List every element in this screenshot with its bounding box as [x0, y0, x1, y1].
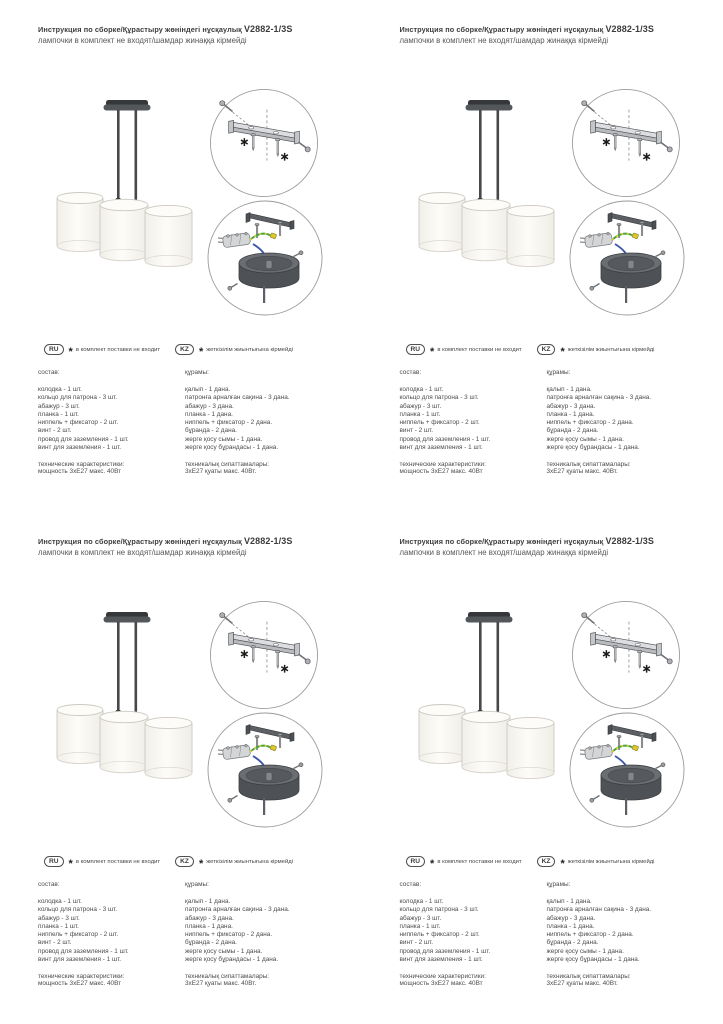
canopy-diagram-drawing [568, 711, 686, 829]
asterisk-marker: * [198, 858, 204, 870]
part-item: ниппель + фиксатор - 2 дана. [546, 931, 634, 939]
ru-not-included-note: в комплект поставки не входит [75, 346, 161, 353]
part-item: колодка - 1 шт. [38, 386, 82, 393]
suspension-rod [117, 110, 120, 206]
part-item: патронға арналған сақина - 3 дана. [185, 906, 290, 914]
parts-list-kz [185, 369, 357, 477]
parts-heading-kz: құрамы: [546, 369, 571, 376]
part-item: ниппель + фиксатор - 2 дана. [185, 419, 273, 427]
parts-heading-kz: құрамы: [185, 369, 209, 376]
ru-language-badge: RU [44, 344, 64, 355]
part-item: абажур - 3 дана. [185, 914, 234, 922]
parts-items-ru [400, 898, 542, 964]
part-item: абажур - 3 шт. [399, 402, 442, 410]
ru-language-badge: RU [406, 344, 426, 355]
asterisk-marker: * [68, 858, 73, 870]
suspension-rod [625, 286, 627, 303]
tech-value-ru: мощность 3xE27 макс. 40Вт [38, 980, 122, 988]
part-item: кольцо для патрона - 3 шт. [38, 394, 118, 402]
instruction-page [362, 512, 723, 1024]
part-item: патронға арналған сақина - 3 дана. [185, 394, 290, 402]
part-item: винт для заземления - 1 шт. [399, 444, 483, 452]
parts-items-kz [185, 898, 357, 964]
lamp-shade [419, 705, 465, 764]
canopy-wiring-diagram [568, 711, 686, 829]
kz-not-included-note: жеткізілім жиынтығына кірмейді [567, 858, 655, 865]
parts-items-ru [38, 386, 180, 452]
tech-value-kz: 3xE27 қуаты макс. 40Вт. [185, 980, 257, 988]
part-item: планка - 1 дана. [546, 410, 595, 418]
part-item: провод для заземления - 1 шт. [38, 947, 129, 955]
part-item: ниппель + фиксатор - 2 шт. [38, 419, 119, 427]
tech-value-kz: 3xE27 қуаты макс. 40Вт. [546, 980, 618, 988]
tech-value-ru: мощность 3xE27 макс. 40Вт [399, 980, 483, 988]
part-item: патронға арналған сақина - 3 дана. [546, 906, 652, 914]
part-item: провод для заземления - 1 шт. [38, 435, 129, 443]
parts-items-kz [547, 386, 719, 452]
suspension-rod [135, 622, 138, 721]
parts-list-kz [185, 881, 357, 989]
canopy-diagram-drawing [206, 199, 324, 317]
part-item: ниппель + фиксатор - 2 шт. [399, 419, 480, 427]
lamp-shade [57, 193, 103, 252]
part-item: патронға арналған сақина - 3 дана. [546, 394, 652, 402]
part-item: ниппель + фиксатор - 2 шт. [399, 931, 480, 939]
part-item: жерге қосу бұрандасы - 1 дана. [546, 444, 640, 452]
lamp-drawing [18, 86, 203, 321]
legend-row [406, 344, 711, 358]
part-item: планка - 1 шт. [399, 922, 441, 930]
part-item: провод для заземления - 1 шт. [399, 947, 491, 955]
bracket-diagram-drawing [209, 88, 319, 198]
lamp-shade [419, 193, 465, 252]
part-item: жерге қосу сымы - 1 дана. [546, 435, 624, 443]
parts-items-kz [547, 898, 719, 964]
parts-heading-ru: состав: [38, 369, 60, 376]
tech-heading-ru: технические характеристики: [399, 973, 486, 981]
asterisk-marker: * [430, 858, 435, 870]
lamp-shade [507, 205, 554, 266]
bracket-diagram-drawing [571, 600, 681, 710]
part-item: жерге қосу бұрандасы - 1 дана. [185, 444, 279, 452]
instruction-page [0, 0, 362, 512]
page-header [400, 536, 715, 557]
ru-not-included-note: в комплект поставки не входит [437, 346, 522, 353]
pendant-lamp-illustration [18, 86, 203, 321]
part-item: қалып - 1 дана. [546, 898, 592, 905]
canopy-wiring-diagram [206, 199, 324, 317]
page-title [400, 24, 715, 34]
part-item: бұранда - 2 дана. [546, 939, 599, 947]
part-item: колодка - 1 шт. [399, 386, 444, 393]
part-item: абажур - 3 шт. [38, 402, 80, 410]
ceiling-canopy [601, 765, 661, 800]
part-item: винт - 2 шт. [399, 939, 434, 947]
title-text: Инструкция по сборке/Құрастыру жөніндегі нұсқаулық [399, 537, 604, 546]
bracket-diagram-drawing [209, 600, 319, 710]
part-item: кольцо для патрона - 3 шт. [399, 394, 479, 402]
parts-list-kz [547, 881, 719, 989]
suspension-rod [625, 798, 627, 815]
lamp-shade [507, 717, 554, 778]
part-item: колодка - 1 шт. [38, 898, 82, 905]
tech-value-kz: 3xE27 қуаты макс. 40Вт. [185, 468, 257, 476]
tech-heading-kz: техникалық сипаттамалары: [185, 973, 270, 981]
ru-language-badge: RU [406, 856, 426, 867]
subtitle: лампочки в комплект не входят/шамдар жинаққа кірмейді [399, 36, 609, 45]
ceiling-mount-bar [104, 100, 151, 111]
tech-value-ru: мощность 3xE27 макс. 40Вт [399, 468, 483, 476]
tech-heading-ru: технические характеристики: [38, 461, 125, 469]
part-item: планка - 1 шт. [38, 922, 79, 930]
lamp-shade [145, 717, 192, 778]
kz-language-badge: KZ [175, 344, 194, 355]
tech-value-kz: 3xE27 қуаты макс. 40Вт. [546, 468, 618, 476]
title-text: Инструкция по сборке/Құрастыру жөніндегі нұсқаулық [399, 25, 604, 34]
part-item: винт для заземления - 1 шт. [399, 956, 483, 964]
lamp-shade [462, 711, 510, 772]
part-item: абажур - 3 шт. [399, 914, 442, 922]
instruction-page [362, 0, 723, 512]
kz-language-badge: KZ [537, 344, 556, 355]
part-item: провод для заземления - 1 шт. [399, 435, 491, 443]
bracket-mounting-diagram [571, 600, 681, 710]
parts-list-ru [38, 881, 180, 989]
bracket-mounting-diagram [571, 88, 681, 198]
part-item: винт для заземления - 1 шт. [38, 444, 122, 452]
part-item: жерге қосу бұрандасы - 1 дана. [546, 956, 640, 964]
kz-not-included-note: жеткізілім жиынтығына кірмейді [206, 858, 293, 865]
parts-list-ru [38, 369, 180, 477]
canopy-wiring-diagram [568, 199, 686, 317]
part-item: жерге қосу сымы - 1 дана. [546, 947, 624, 955]
tech-heading-ru: технические характеристики: [399, 461, 486, 469]
parts-list-kz [547, 369, 719, 477]
product-code: V2882-1/3S [243, 24, 293, 34]
ceiling-mount-bar [465, 612, 512, 623]
ceiling-mount-bar [104, 612, 151, 623]
page-header [38, 24, 353, 45]
lamp-drawing [18, 598, 203, 833]
kz-language-badge: KZ [175, 856, 194, 867]
legend-row [44, 344, 349, 358]
pendant-lamp-illustration [18, 598, 203, 833]
asterisk-marker: * [198, 346, 204, 358]
page-title [38, 536, 353, 546]
suspension-rod [479, 622, 482, 718]
parts-heading-ru: состав: [399, 881, 422, 888]
subtitle: лампочки в комплект не входят/шамдар жинаққа кірмейді [38, 36, 247, 45]
part-item: ниппель + фиксатор - 2 шт. [38, 931, 119, 939]
asterisk-marker: * [560, 346, 565, 358]
part-item: кольцо для патрона - 3 шт. [38, 906, 118, 914]
part-item: қалып - 1 дана. [546, 386, 592, 393]
part-item: кольцо для патрона - 3 шт. [399, 906, 479, 914]
product-code: V2882-1/3S [243, 536, 293, 546]
tech-heading-kz: техникалық сипаттамалары: [185, 461, 270, 469]
kz-not-included-note: жеткізілім жиынтығына кірмейді [206, 346, 293, 353]
suspension-rod [135, 110, 138, 209]
part-item: планка - 1 шт. [38, 410, 79, 418]
part-item: бұранда - 2 дана. [185, 427, 237, 435]
suspension-rod [496, 622, 499, 721]
page-title [400, 536, 715, 546]
title-text: Инструкция по сборке/Құрастыру жөніндегі нұсқаулық [38, 25, 242, 34]
asterisk-marker: * [68, 346, 73, 358]
asterisk-marker: * [430, 346, 435, 358]
canopy-diagram-drawing [568, 199, 686, 317]
ru-language-badge: RU [44, 856, 64, 867]
bracket-diagram-drawing [571, 88, 681, 198]
lamp-drawing [380, 86, 565, 321]
part-item: қалып - 1 дана. [185, 898, 231, 905]
suspension-rod [263, 286, 265, 303]
lamp-shade [145, 205, 192, 266]
suspension-rod [263, 798, 265, 815]
lamp-drawing [380, 598, 565, 833]
tech-value-ru: мощность 3xE27 макс. 40Вт [38, 468, 122, 476]
legend-row [44, 856, 349, 870]
part-item: жерге қосу бұрандасы - 1 дана. [185, 956, 279, 964]
parts-list-ru [400, 881, 542, 989]
kz-not-included-note: жеткізілім жиынтығына кірмейді [567, 346, 655, 353]
part-item: планка - 1 дана. [185, 922, 233, 930]
canopy-diagram-drawing [206, 711, 324, 829]
product-code: V2882-1/3S [605, 24, 654, 34]
parts-heading-kz: құрамы: [185, 881, 209, 888]
part-item: планка - 1 шт. [399, 410, 441, 418]
bracket-mounting-diagram [209, 88, 319, 198]
part-item: абажур - 3 шт. [38, 914, 80, 922]
part-item: абажур - 3 дана. [546, 402, 596, 410]
tech-heading-kz: техникалық сипаттамалары: [546, 461, 631, 469]
lamp-shade [100, 711, 148, 772]
part-item: бұранда - 2 дана. [546, 427, 599, 435]
parts-items-ru [38, 898, 180, 964]
part-item: винт - 2 шт. [399, 427, 434, 435]
page-header [400, 24, 715, 45]
ru-not-included-note: в комплект поставки не входит [437, 858, 522, 865]
legend-row [406, 856, 711, 870]
ceiling-mount-bar [465, 100, 512, 111]
part-item: абажур - 3 дана. [185, 402, 234, 410]
part-item: винт для заземления - 1 шт. [38, 956, 122, 964]
parts-heading-ru: состав: [38, 881, 60, 888]
parts-list-ru [400, 369, 542, 477]
part-item: жерге қосу сымы - 1 дана. [185, 947, 263, 955]
ru-not-included-note: в комплект поставки не входит [75, 858, 161, 865]
asterisk-marker: * [560, 858, 565, 870]
lamp-shade [462, 199, 510, 260]
part-item: планка - 1 дана. [185, 410, 233, 418]
tech-heading-ru: технические характеристики: [38, 973, 125, 981]
subtitle: лампочки в комплект не входят/шамдар жинаққа кірмейді [38, 548, 247, 557]
suspension-rod [479, 110, 482, 206]
parts-heading-kz: құрамы: [546, 881, 571, 888]
lamp-shade [57, 705, 103, 764]
part-item: абажур - 3 дана. [546, 914, 596, 922]
ceiling-canopy [239, 765, 299, 800]
part-item: винт - 2 шт. [38, 427, 72, 435]
part-item: планка - 1 дана. [546, 922, 595, 930]
part-item: ниппель + фиксатор - 2 дана. [185, 931, 273, 939]
subtitle: лампочки в комплект не входят/шамдар жинаққа кірмейді [399, 548, 609, 557]
part-item: ниппель + фиксатор - 2 дана. [546, 419, 634, 427]
part-item: бұранда - 2 дана. [185, 939, 237, 947]
ceiling-canopy [601, 253, 661, 288]
page-header [38, 536, 353, 557]
part-item: жерге қосу сымы - 1 дана. [185, 435, 263, 443]
parts-items-ru [400, 386, 542, 452]
page-title [38, 24, 353, 34]
lamp-shade [100, 199, 148, 260]
canopy-wiring-diagram [206, 711, 324, 829]
product-code: V2882-1/3S [605, 536, 654, 546]
ceiling-canopy [239, 253, 299, 288]
tech-heading-kz: техникалық сипаттамалары: [546, 973, 631, 981]
instruction-page [0, 512, 362, 1024]
pendant-lamp-illustration [380, 598, 565, 833]
suspension-rod [117, 622, 120, 718]
title-text: Инструкция по сборке/Құрастыру жөніндегі нұсқаулық [38, 537, 242, 546]
parts-items-kz [185, 386, 357, 452]
kz-language-badge: KZ [537, 856, 556, 867]
suspension-rod [496, 110, 499, 209]
part-item: винт - 2 шт. [38, 939, 72, 947]
bracket-mounting-diagram [209, 600, 319, 710]
pendant-lamp-illustration [380, 86, 565, 321]
part-item: қалып - 1 дана. [185, 386, 231, 393]
parts-heading-ru: состав: [399, 369, 422, 376]
part-item: колодка - 1 шт. [399, 898, 444, 905]
